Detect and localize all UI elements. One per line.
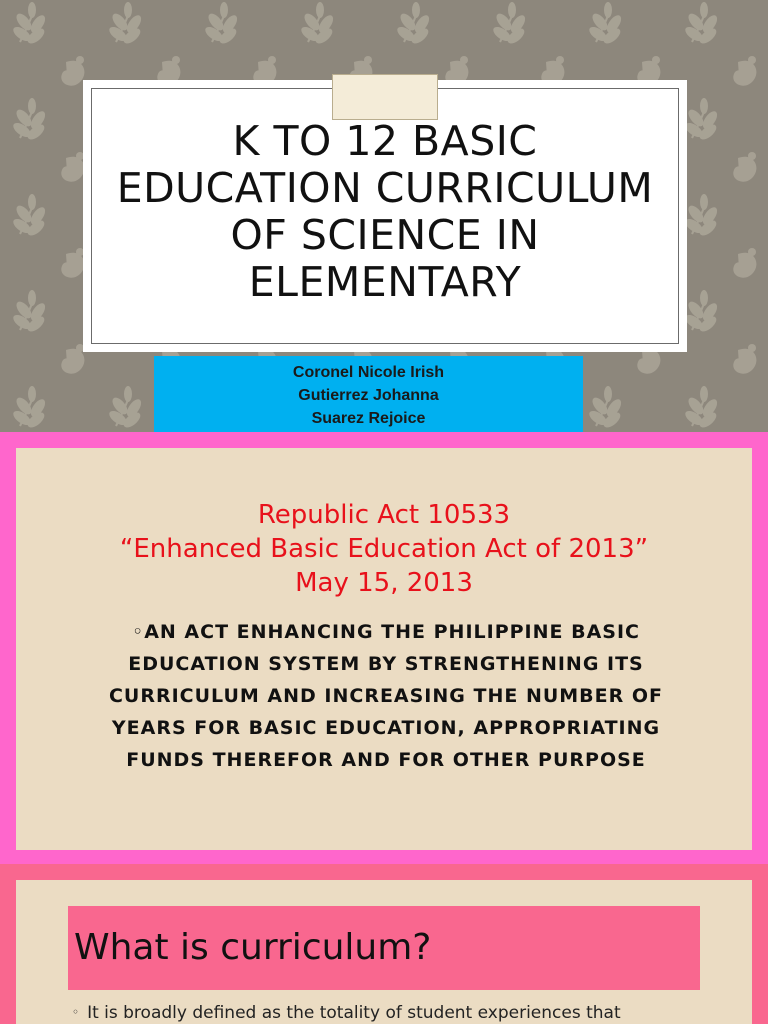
title-tab-decoration [332, 74, 438, 120]
authors-box [154, 356, 583, 432]
title-line: EDUCATION CURRICULUM [116, 164, 654, 212]
slide-title [0, 0, 768, 432]
slide-curriculum [0, 864, 768, 1024]
author-name: Gutierrez Johanna [298, 387, 439, 404]
definition-text: It is broadly defined as the totality of student experiences that [87, 1003, 621, 1023]
description-text: AN ACT ENHANCING THE PHILIPPINE BASIC EDUCATION SYSTEM BY STRENGTHENING ITS CURRICULUM AND INCREASING THE NUMBER OF YEARS FOR BASIC EDUCATION, APPROPRIATING FUNDS THEREFOR AND FOR OTHER PURPOSE [108, 621, 664, 771]
author-name: Coronel Nicole Irish [292, 364, 445, 381]
republic-act-heading [16, 498, 752, 600]
curriculum-title-box [68, 906, 700, 990]
republic-act-description [86, 616, 686, 776]
heading-line: “Enhanced Basic Education Act of 2013” [119, 534, 649, 564]
title-line: ELEMENTARY [248, 258, 522, 306]
title-line: K TO 12 BASIC [232, 117, 538, 165]
curriculum-definition [72, 1000, 712, 1024]
heading-line: Republic Act 10533 [257, 500, 511, 530]
bullet-icon: ◦ [72, 1005, 80, 1019]
heading-line: May 15, 2013 [295, 568, 473, 598]
slide-title-text [91, 118, 679, 306]
title-line: OF SCIENCE IN [230, 211, 540, 259]
author-name: Suarez Rejoice [311, 410, 426, 427]
slide-panel [16, 448, 752, 850]
curriculum-title: What is curriculum? [74, 927, 432, 968]
bullet-icon: ◦ [131, 621, 145, 643]
slide-republic-act [0, 432, 768, 864]
